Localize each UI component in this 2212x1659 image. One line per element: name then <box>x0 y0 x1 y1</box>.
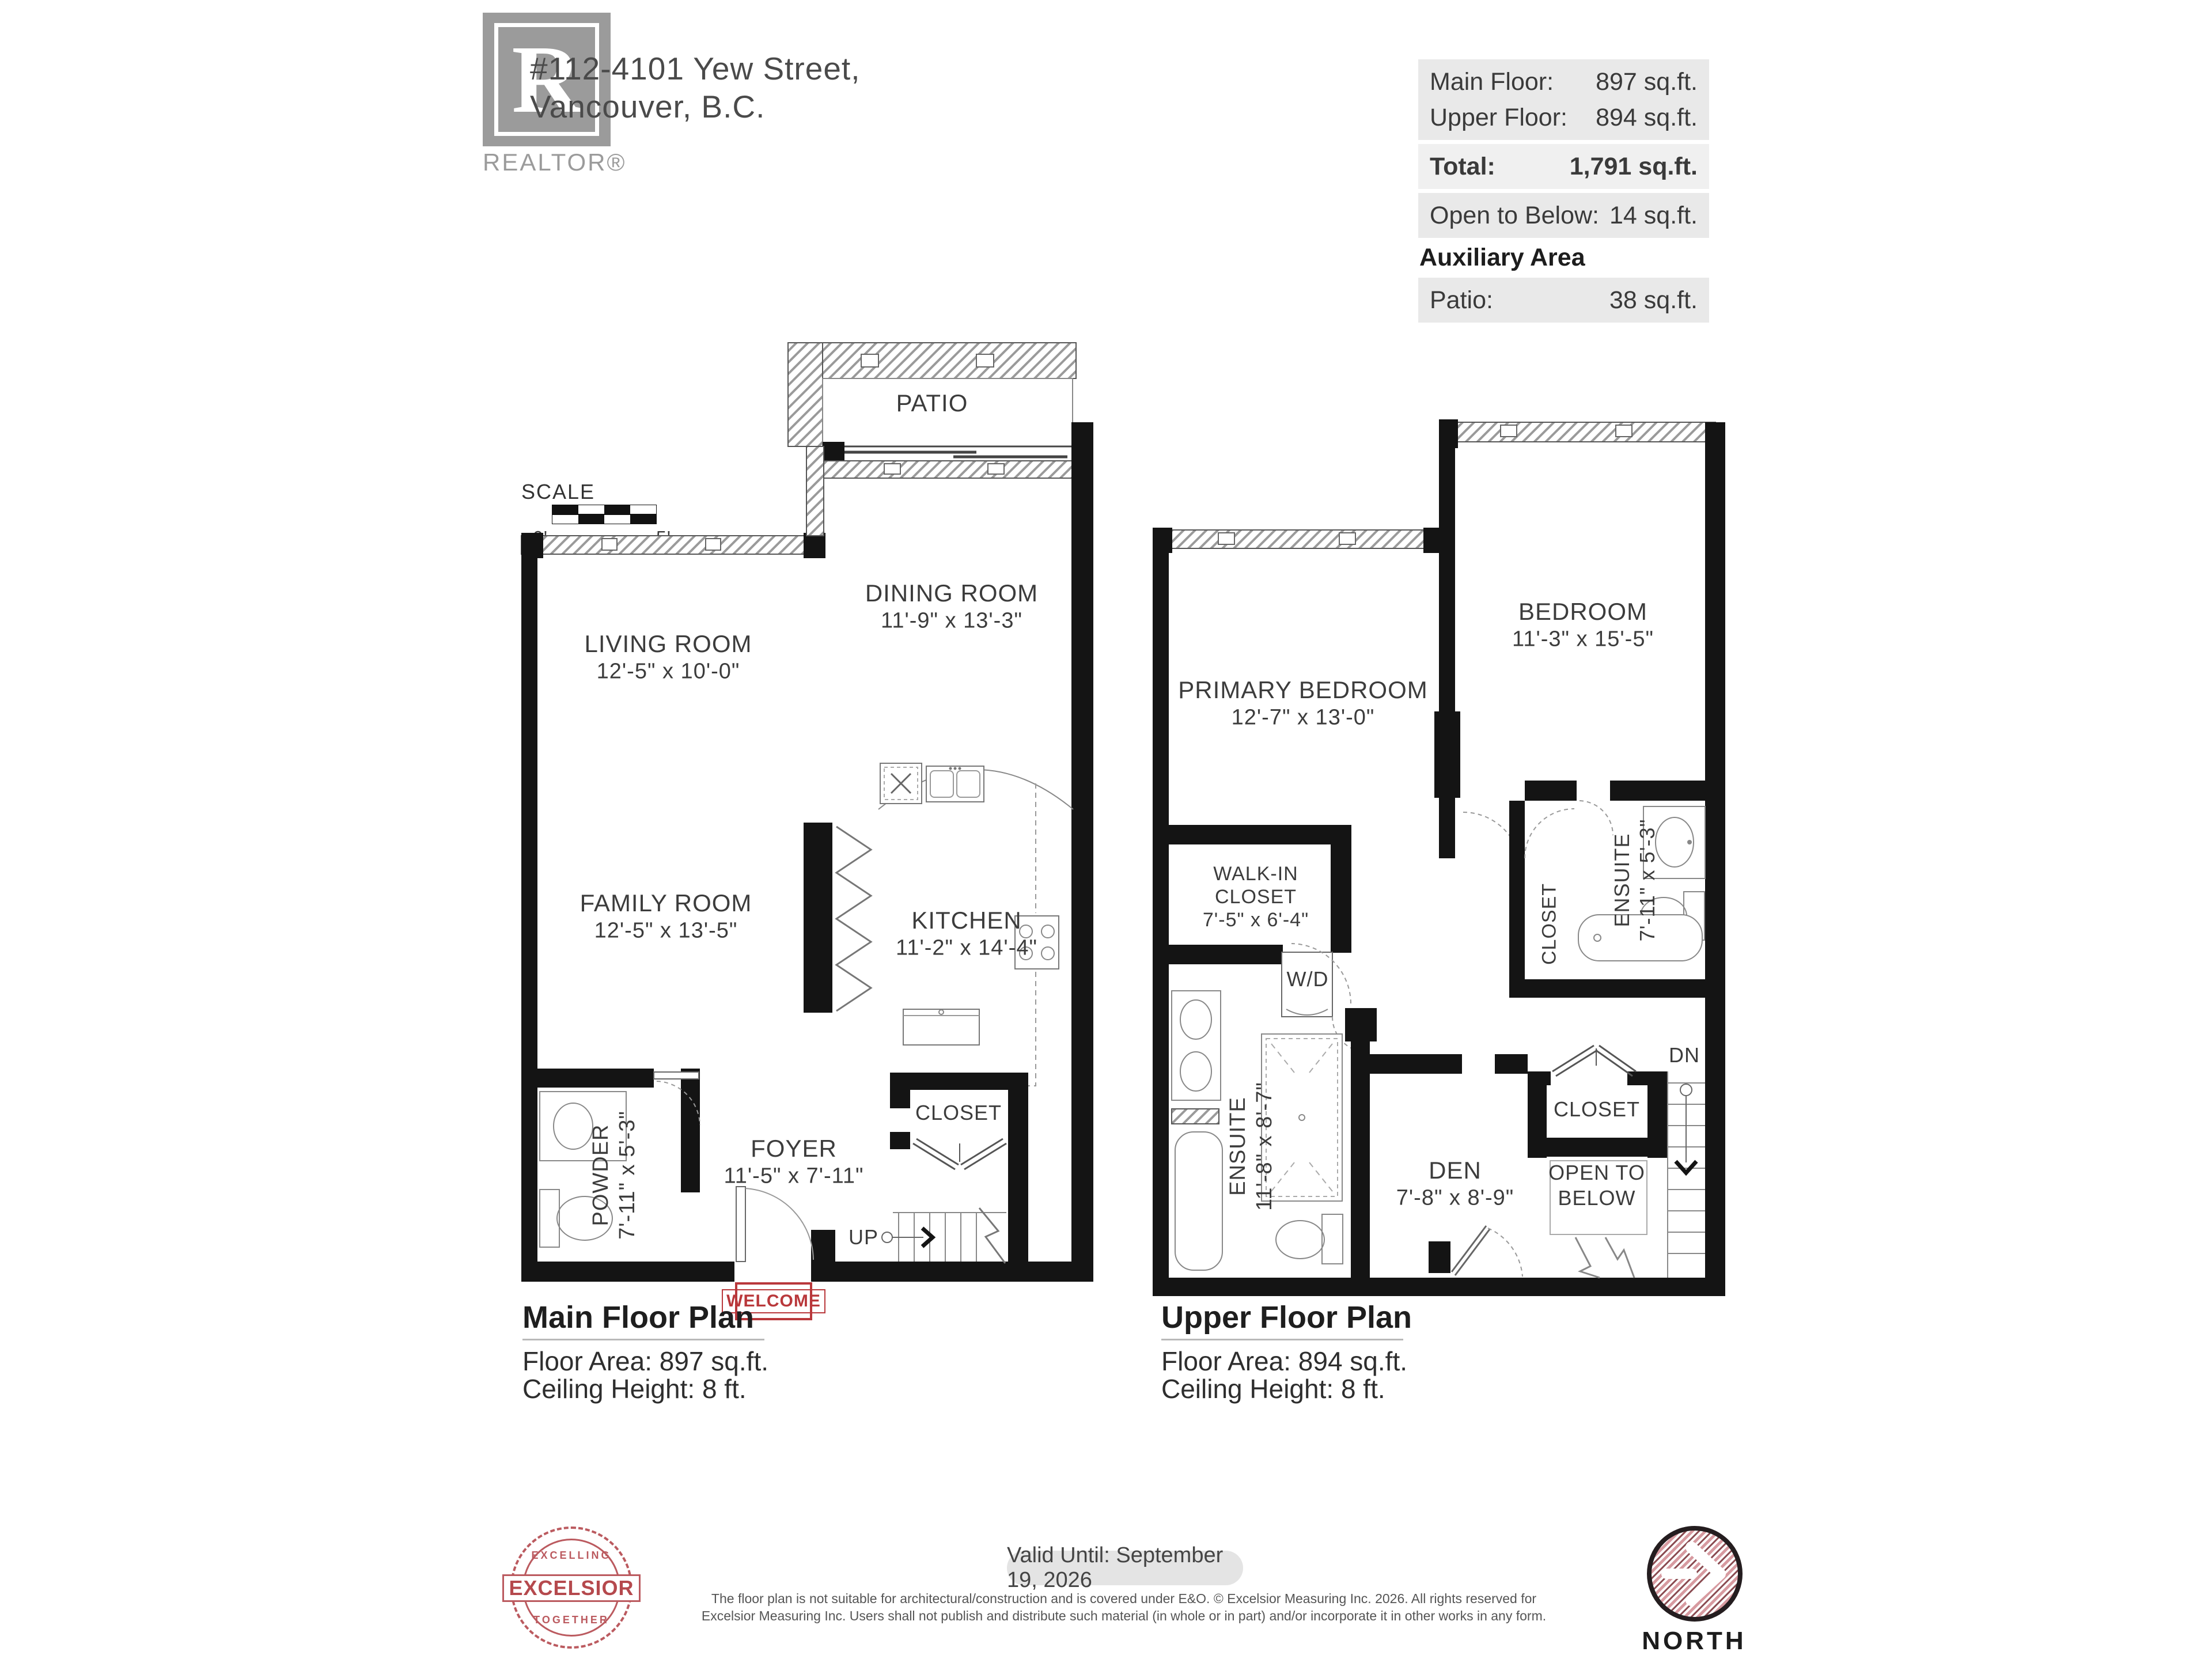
upper-title-underline <box>1161 1339 1403 1340</box>
welcome-text: WELCOME <box>722 1289 825 1313</box>
main-floor-value: 897 sq.ft. <box>1596 67 1698 96</box>
auxiliary-area-header: Auxiliary Area <box>1419 244 1585 271</box>
room-label-bedroom: BEDROOM <box>1518 598 1648 625</box>
powder-name: POWDER <box>589 1124 613 1226</box>
scale-label: SCALE <box>521 480 596 503</box>
main-floor-row <box>1430 64 1698 100</box>
disclaimer-line-1: The floor plan is not suitable for architectural/construction and is covered under E&O. © Excelsior Measuring Inc. 2026. All rights reserved for <box>711 1591 1537 1606</box>
main-floor-area-text: Floor Area: 897 sq.ft. <box>522 1346 769 1376</box>
address-line-1: #112-4101 Yew Street, <box>530 51 861 86</box>
room-dims-primary: 12'-7" x 13'-0" <box>1231 705 1375 730</box>
patio-label: Patio: <box>1430 286 1493 314</box>
stairs-dn-label: DN <box>1669 1043 1700 1067</box>
realtor-logo-letter: R <box>512 26 582 133</box>
total-label: Total: <box>1430 152 1495 180</box>
ensuite-left-name: ENSUITE <box>1226 1097 1250 1196</box>
upper-floor-value: 894 sq.ft. <box>1596 103 1698 131</box>
open-to-below-row <box>1418 193 1709 238</box>
room-label-primary: PRIMARY BEDROOM <box>1178 676 1428 703</box>
room-label-dining: DINING ROOM <box>865 579 1039 607</box>
main-title-underline <box>522 1339 764 1340</box>
total-row <box>1418 144 1709 189</box>
room-label-patio: PATIO <box>896 389 968 416</box>
room-label-foyer: FOYER <box>751 1135 837 1162</box>
patio-value: 38 sq.ft. <box>1609 286 1698 314</box>
open-below-label: Open to Below: <box>1430 201 1600 229</box>
stamp-bottom-text: TOGETHER <box>533 1614 609 1626</box>
total-value: 1,791 sq.ft. <box>1569 152 1698 180</box>
upper-floor-area-text: Floor Area: 894 sq.ft. <box>1161 1346 1408 1376</box>
area-summary-table <box>1418 59 1709 323</box>
room-dims-living: 12'-5" x 10'-0" <box>596 659 740 684</box>
address-line-2: Vancouver, B.C. <box>530 89 766 124</box>
patio-row <box>1418 278 1709 323</box>
room-label-ensuite-left <box>1225 1082 1278 1211</box>
ensuite-right-dims: 7'-11" x 5'-3" <box>1635 819 1659 942</box>
room-label-kitchen: KITCHEN <box>911 907 1022 934</box>
stamp-banner: EXCELSIOR <box>502 1574 641 1602</box>
room-label-ensuite-right <box>1609 819 1660 942</box>
open-below-line2: BELOW <box>1558 1186 1636 1210</box>
stamp-top-text: EXCELLING <box>531 1550 612 1561</box>
room-dims-kitchen: 11'-2" x 14'-4" <box>896 935 1037 960</box>
room-label-den: DEN <box>1429 1157 1482 1184</box>
upper-floor-row <box>1430 100 1698 135</box>
room-label-living: LIVING ROOM <box>584 630 752 657</box>
walkin-dims: 7'-5" x 6'-4" <box>1202 909 1309 931</box>
room-dims-dining: 11'-9" x 13'-3" <box>881 608 1022 633</box>
disclaimer-line-2: Excelsior Measuring Inc. Users shall not publish and distribute such material (in whole or in part) and/or incorporate it in other works in any form. <box>701 1608 1547 1623</box>
north-label: NORTH <box>1642 1627 1747 1655</box>
open-below-value: 14 sq.ft. <box>1609 201 1698 229</box>
stairs-up-label: UP <box>848 1225 879 1249</box>
room-dims-family: 12'-5" x 13'-5" <box>594 918 738 943</box>
main-floor-plan-title: Main Floor Plan <box>522 1300 755 1335</box>
property-address <box>530 50 860 126</box>
excelsior-stamp <box>510 1527 632 1649</box>
main-ceiling-text: Ceiling Height: 8 ft. <box>522 1374 747 1404</box>
ensuite-left-dims: 11'-8" x 8'-7" <box>1252 1082 1277 1211</box>
powder-dims: 7'-11" x 5'-3" <box>615 1111 639 1240</box>
floor-areas-block <box>1418 59 1709 140</box>
upper-floor-label: Upper Floor: <box>1430 103 1567 131</box>
walkin-line2: CLOSET <box>1214 886 1297 908</box>
room-dims-bedroom: 11'-3" x 15'-5" <box>1512 627 1654 652</box>
ensuite-right-name: ENSUITE <box>1610 833 1634 927</box>
main-floor-label: Main Floor: <box>1430 67 1554 96</box>
room-dims-foyer: 11'-5" x 7'-11" <box>724 1164 864 1188</box>
washer-dryer-label: W/D <box>1286 967 1329 991</box>
room-label-closet-vertical: CLOSET <box>1538 882 1560 965</box>
room-label-family: FAMILY ROOM <box>579 889 752 916</box>
realtor-wordmark: REALTOR® <box>483 149 627 176</box>
room-dims-den: 7'-8" x 8'-9" <box>1396 1185 1514 1210</box>
valid-until-badge: Valid Until: September 19, 2026 <box>1007 1551 1243 1585</box>
room-label-powder <box>588 1111 641 1240</box>
open-below-line1: OPEN TO <box>1548 1161 1645 1184</box>
upper-ceiling-text: Ceiling Height: 8 ft. <box>1161 1374 1385 1404</box>
north-compass-icon <box>1645 1524 1744 1623</box>
upper-floor-plan-title: Upper Floor Plan <box>1161 1300 1412 1335</box>
room-label-closet-stairs: CLOSET <box>1553 1097 1641 1121</box>
room-label-walkin <box>1203 862 1309 931</box>
walkin-line1: WALK-IN <box>1213 863 1298 885</box>
room-label-closet-main: CLOSET <box>915 1101 1002 1124</box>
